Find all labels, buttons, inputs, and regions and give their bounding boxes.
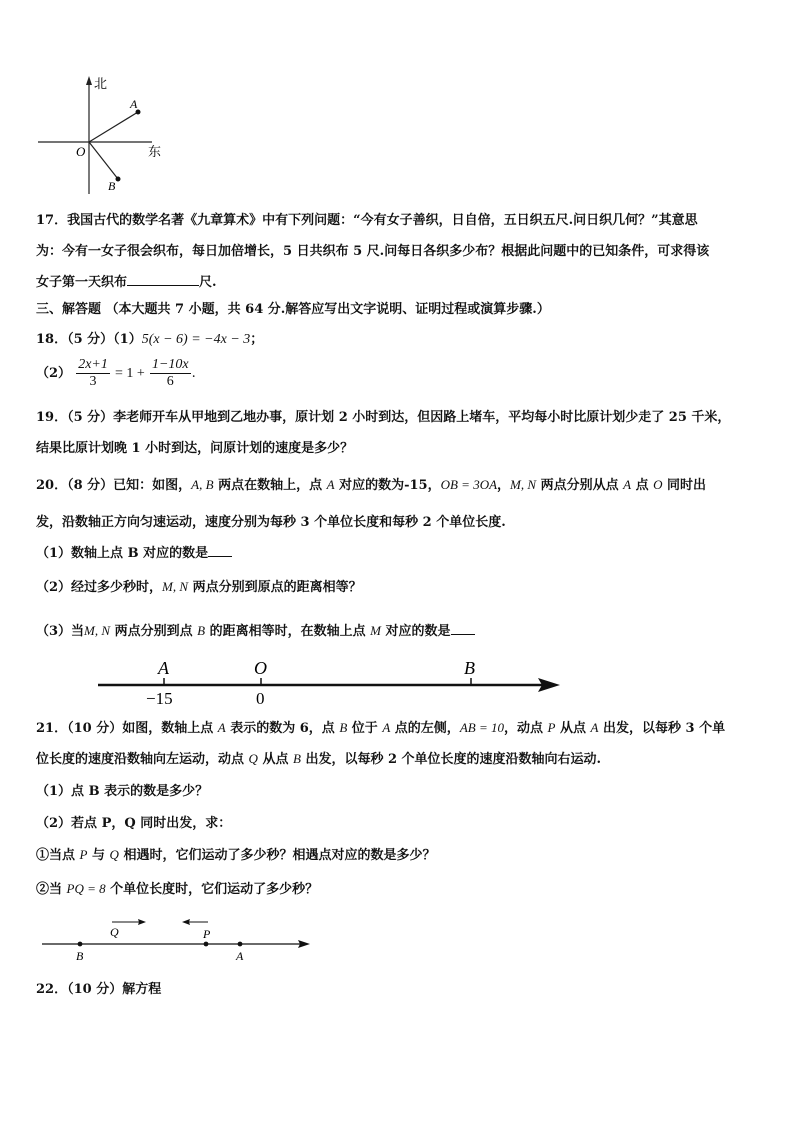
q20-axis-tick-a: −15	[146, 689, 173, 708]
q21-var: B	[292, 751, 301, 766]
q21-text: ②当	[36, 882, 67, 897]
q21-line2	[36, 748, 601, 767]
q19-line1: 19．（5 分）李老师开车从甲地到乙地办事，原计划 2 小时到达，但因路上堵车，平均每小时比原计划少走了 25 千米，	[36, 410, 731, 425]
q21-text: 个单位长度时，它们运动了多少秒？	[105, 882, 319, 897]
q20-part1-blank	[208, 544, 232, 557]
q20-axis-label-a: A	[158, 658, 169, 678]
q21-diagram-label-a: A	[236, 949, 244, 963]
q18-part1-equation: 5(x − 6) = −4x − 3	[141, 332, 251, 347]
q20-text: 两点在数轴上，点	[213, 478, 327, 493]
q17-line3-text: 女子第一天织布	[36, 275, 128, 290]
q20-part1-text: （1）数轴上点 B 对应的数是	[36, 546, 209, 561]
q20-text: 对应的数为-15，	[334, 478, 441, 493]
q18-part1-end: ；	[250, 332, 264, 347]
q20-text: 的距离相等时，在数轴上点	[205, 624, 371, 639]
q20-var: O	[653, 477, 663, 492]
q21-part2a	[36, 844, 435, 863]
q20-text: 点	[631, 478, 654, 493]
compass-point-a-label: A	[130, 97, 138, 111]
q21-text: ，动点	[503, 721, 548, 736]
q17-line1: 17．我国古代的数学名著《九章算术》中有下列问题：“今有女子善织，日自倍，五日织五尺.问日织几何？”其意思	[36, 213, 698, 228]
q20-axis-tick-o: 0	[256, 689, 265, 708]
q18-part1-label: 18．（5 分）（1）	[36, 332, 142, 347]
q21-number-line	[38, 912, 318, 968]
compass-diagram	[34, 72, 174, 200]
q20-text: ，	[497, 478, 511, 493]
q20-line1	[36, 474, 706, 493]
q18-part2-mid: = 1 +	[115, 366, 145, 381]
compass-north-label: 北	[94, 76, 108, 91]
q20-var: A	[623, 477, 632, 492]
q18-part2	[36, 357, 196, 390]
q21-equation: AB = 10	[459, 720, 504, 735]
compass-origin-label: O	[76, 144, 86, 159]
q18-part1	[36, 328, 263, 348]
q21-text: 从点	[257, 752, 293, 767]
q18-f2-numerator: 1−10x	[151, 357, 189, 372]
q21-part2b	[36, 878, 318, 897]
q19-line2: 结果比原计划晚 1 小时到达，问原计划的速度是多少？	[36, 441, 354, 456]
q21-var: B	[339, 720, 348, 735]
q21-text: 从点	[555, 721, 591, 736]
q17-line3	[36, 271, 217, 290]
q18-f1-numerator: 2x+1	[78, 357, 108, 372]
q20-line2: 发，沿数轴正方向匀速运动，速度分别为每秒 3 个单位长度和每秒 2 个单位长度.	[36, 515, 506, 530]
q20-text: 两点分别到原点的距离相等？	[188, 580, 362, 595]
q20-text: 两点分别到点	[110, 624, 198, 639]
section-3-heading: 三、解答题 （本大题共 7 小题，共 64 分.解答应写出文字说明、证明过程或演算步骤.）	[36, 302, 550, 317]
q20-text: 两点分别从点	[536, 478, 624, 493]
q20-part3-blank	[451, 622, 475, 635]
q21-text: 位长度的速度沿数轴向左运动，动点	[36, 752, 249, 767]
q17-answer-blank	[127, 273, 199, 286]
q22-line: 22．（10 分）解方程	[36, 982, 162, 997]
q21-var: A	[590, 720, 599, 735]
q20-var: M, N	[84, 623, 111, 638]
q20-text: 同时出	[662, 478, 707, 493]
compass-point-b-label: B	[108, 179, 116, 193]
q21-equation: PQ = 8	[66, 881, 106, 896]
q20-text: 对应的数是	[380, 624, 451, 639]
q20-var: A, B	[191, 477, 214, 492]
q20-axis-label-o: O	[254, 658, 267, 678]
q20-equation: OB = 3OA	[440, 477, 498, 492]
q21-diagram-label-q: Q	[110, 925, 119, 939]
q21-text: 位于	[347, 721, 383, 736]
q20-var: B	[197, 623, 206, 638]
q20-part2	[36, 576, 362, 595]
q21-text: 出发，以每秒 3 个单	[598, 721, 726, 736]
q20-axis-label-b: B	[464, 658, 475, 678]
q21-var: P	[79, 847, 88, 862]
q21-var: A	[217, 720, 226, 735]
q20-var: A	[326, 477, 335, 492]
q20-var: M	[370, 623, 381, 638]
q18-f2-denominator: 6	[166, 374, 174, 389]
q18-fraction-1	[76, 357, 110, 390]
compass-east-label: 东	[148, 144, 162, 159]
q20-part1	[36, 542, 232, 561]
q20-text: （3）当	[36, 624, 85, 639]
q20-text: （2）经过多少秒时，	[36, 580, 163, 595]
q18-fraction-2	[150, 357, 191, 390]
q21-diagram-label-p: P	[203, 927, 211, 941]
q21-text: 21．（10 分）如图，数轴上点	[36, 721, 218, 736]
q21-var: Q	[248, 751, 258, 766]
q21-part2: （2）若点 P，Q 同时出发，求：	[36, 816, 232, 831]
q20-text: 20．（8 分）已知：如图，	[36, 478, 192, 493]
q21-text: 表示的数为 6，点	[225, 721, 340, 736]
q20-var: M, N	[510, 477, 537, 492]
q21-part1: （1）点 B 表示的数是多少？	[36, 784, 209, 799]
q21-var: A	[382, 720, 391, 735]
q21-text: 点的左侧，	[390, 721, 460, 736]
q21-line1	[36, 717, 725, 736]
q21-var: P	[547, 720, 556, 735]
q18-part2-end: .	[191, 366, 196, 381]
q20-number-line	[90, 652, 570, 712]
q17-line3-end: 尺.	[199, 275, 217, 290]
q21-text: ①当点	[36, 848, 80, 863]
q17-line2: 为：今有一女子很会织布，每日加倍增长，5 日共织布 5 尺.问每日各织多少布？根据此问题中的已知条件，可求得该	[36, 244, 710, 259]
q20-part3	[36, 620, 475, 639]
q21-text: 与	[87, 848, 110, 863]
q21-var: Q	[109, 847, 119, 862]
q21-text: 相遇时，它们运动了多少秒？相遇点对应的数是多少？	[118, 848, 436, 863]
q18-f1-denominator: 3	[89, 374, 97, 389]
q21-text: 出发，以每秒 2 个单位长度的速度沿数轴向右运动.	[300, 752, 602, 767]
q18-part2-label: （2）	[36, 366, 72, 381]
q20-var: M, N	[162, 579, 189, 594]
q21-diagram-label-b: B	[76, 949, 84, 963]
